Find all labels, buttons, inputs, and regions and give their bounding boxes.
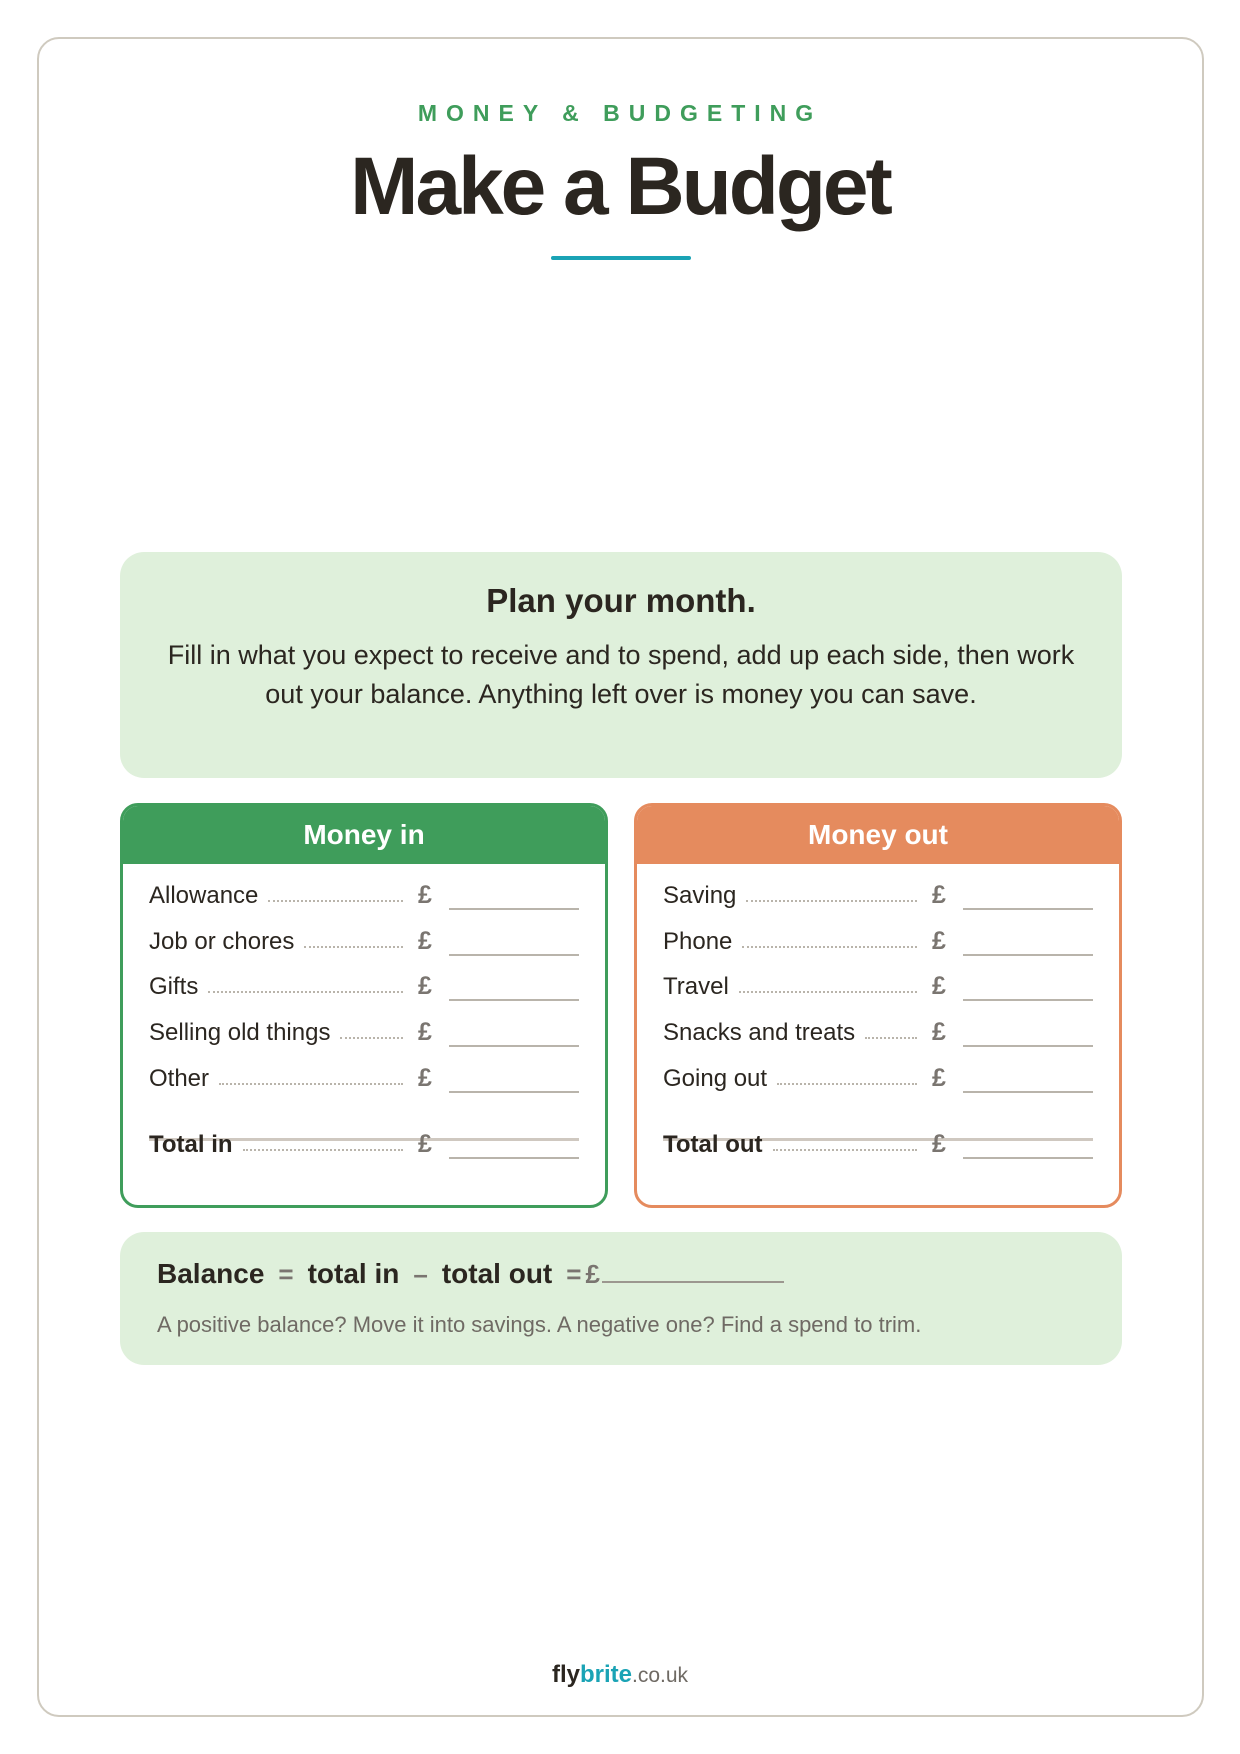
balance-equation xyxy=(157,1258,784,1290)
footer-brand xyxy=(0,1661,1240,1689)
intro-text: Fill in what you expect to receive and to spend, add up each side, then work out your balance. Anything left over is money you can save. xyxy=(167,640,1075,709)
total-label: Total in xyxy=(149,1131,233,1158)
money-in-card xyxy=(120,803,608,1208)
money-out-title: Money out xyxy=(637,806,1119,864)
total-label: Total out xyxy=(663,1131,763,1158)
leader-dots xyxy=(243,1149,403,1151)
balance-box xyxy=(120,1232,1122,1365)
money-out-row[interactable] xyxy=(663,967,1093,1007)
amount-blank[interactable] xyxy=(963,954,1093,956)
row-label: Saving xyxy=(663,882,737,909)
currency-symbol: £ xyxy=(418,1064,432,1092)
money-out-row[interactable] xyxy=(663,876,1093,916)
row-label: Phone xyxy=(663,928,733,955)
amount-blank[interactable] xyxy=(963,1045,1093,1047)
row-label: Job or chores xyxy=(149,928,295,955)
currency-symbol: £ xyxy=(932,881,946,909)
title-underline xyxy=(551,256,691,260)
row-label: Going out xyxy=(663,1065,768,1092)
balance-amount-blank[interactable] xyxy=(602,1281,784,1283)
intro-box xyxy=(120,552,1122,778)
brand-brite: brite xyxy=(579,1661,632,1688)
currency-symbol: £ xyxy=(932,1130,946,1158)
leader-dots xyxy=(865,1037,917,1039)
amount-blank[interactable] xyxy=(449,954,579,956)
currency-symbol: £ xyxy=(418,927,432,955)
money-out-row[interactable] xyxy=(663,1013,1093,1053)
row-label: Snacks and treats xyxy=(663,1019,856,1046)
minus-sign: – xyxy=(413,1259,428,1289)
money-in-title: Money in xyxy=(123,806,605,864)
amount-blank[interactable] xyxy=(449,999,579,1001)
money-in-total-row[interactable] xyxy=(149,1125,579,1165)
currency-symbol: £ xyxy=(932,972,946,1000)
brand-fly: fly xyxy=(551,1661,580,1688)
equals-sign: = xyxy=(278,1259,294,1289)
row-label: Allowance xyxy=(149,882,259,909)
balance-label: Balance xyxy=(157,1258,265,1289)
row-label: Other xyxy=(149,1065,210,1092)
leader-dots xyxy=(742,946,917,948)
leader-dots xyxy=(739,991,917,993)
money-in-row[interactable] xyxy=(149,922,579,962)
total-in-term: total in xyxy=(307,1258,400,1289)
amount-blank[interactable] xyxy=(449,1157,579,1159)
currency-symbol: £ xyxy=(932,927,946,955)
currency-symbol: £ xyxy=(585,1259,600,1289)
leader-dots xyxy=(208,991,403,993)
row-label: Gifts xyxy=(149,973,199,1000)
balance-note: A positive balance? Move it into savings. A negative one? Find a spend to trim. xyxy=(157,1312,922,1337)
amount-blank[interactable] xyxy=(963,999,1093,1001)
amount-blank[interactable] xyxy=(449,1045,579,1047)
currency-symbol: £ xyxy=(418,1130,432,1158)
eyebrow-label: MONEY & BUDGETING xyxy=(417,100,823,126)
leader-dots xyxy=(304,946,403,948)
currency-symbol: £ xyxy=(418,1018,432,1046)
money-in-row[interactable] xyxy=(149,1059,579,1099)
currency-symbol: £ xyxy=(932,1064,946,1092)
row-label: Selling old things xyxy=(149,1019,331,1046)
total-out-term: total out xyxy=(441,1258,553,1289)
intro-heading: Plan your month. xyxy=(486,582,756,619)
row-label: Travel xyxy=(663,973,729,1000)
money-out-row[interactable] xyxy=(663,922,1093,962)
money-out-card xyxy=(634,803,1122,1208)
equals-sign-result: = xyxy=(566,1259,582,1289)
amount-blank[interactable] xyxy=(449,908,579,910)
currency-symbol: £ xyxy=(418,881,432,909)
brand-tld: .co.uk xyxy=(632,1664,689,1687)
page-title: Make a Budget xyxy=(350,141,890,232)
leader-dots xyxy=(746,900,917,902)
money-out-total-row[interactable] xyxy=(663,1125,1093,1165)
amount-blank[interactable] xyxy=(963,908,1093,910)
leader-dots xyxy=(268,900,403,902)
leader-dots xyxy=(773,1149,917,1151)
leader-dots xyxy=(777,1083,917,1085)
currency-symbol: £ xyxy=(932,1018,946,1046)
money-in-row[interactable] xyxy=(149,967,579,1007)
amount-blank[interactable] xyxy=(963,1157,1093,1159)
money-in-row[interactable] xyxy=(149,1013,579,1053)
amount-blank[interactable] xyxy=(449,1091,579,1093)
leader-dots xyxy=(340,1037,403,1039)
money-in-row[interactable] xyxy=(149,876,579,916)
amount-blank[interactable] xyxy=(963,1091,1093,1093)
leader-dots xyxy=(219,1083,403,1085)
currency-symbol: £ xyxy=(418,972,432,1000)
money-out-row[interactable] xyxy=(663,1059,1093,1099)
